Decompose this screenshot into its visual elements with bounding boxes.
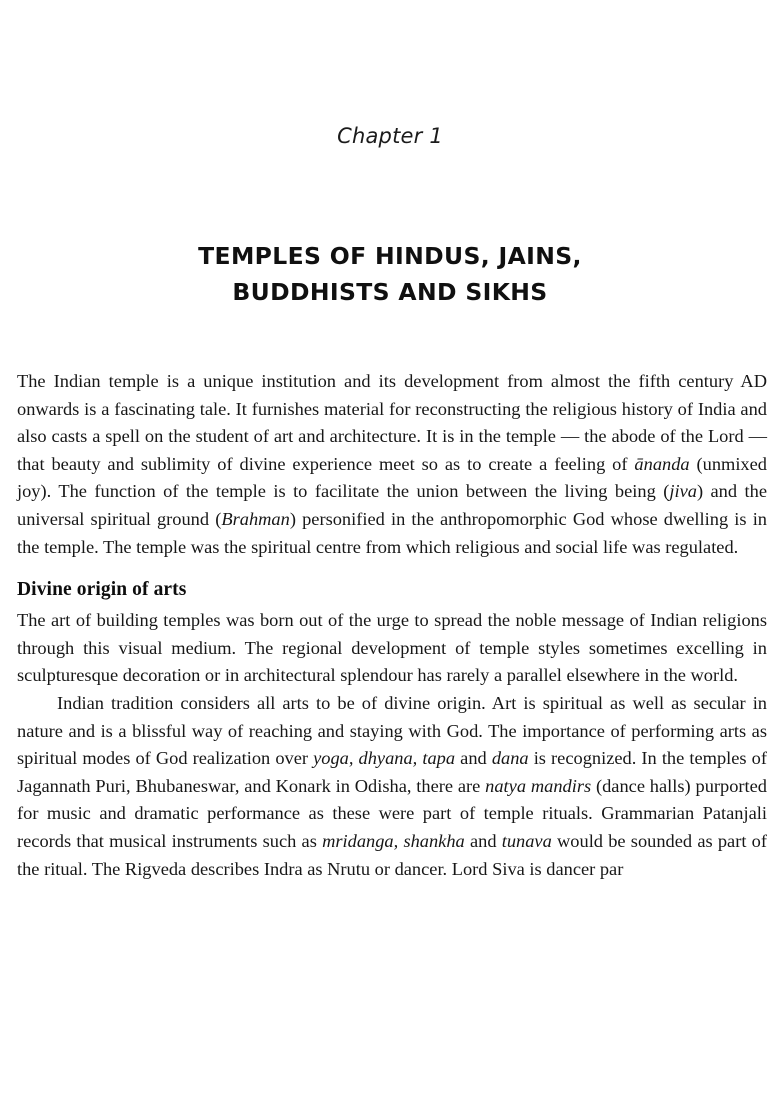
body-text-block xyxy=(17,368,767,883)
paragraph-divine-origin-2-text-5: and xyxy=(464,830,502,851)
term-natya-mandirs: natya mandirs xyxy=(485,775,592,796)
paragraph-divine-origin-1 xyxy=(17,607,767,690)
paragraph-divine-origin-2-text-1: Indian tradition considers all arts to be of divine origin. Art is spiritual as well as secular in nature and is a blissful way of reaching and staying with God. The importance of performing arts as spiritual modes of God realization over xyxy=(17,692,767,769)
terms-yoga-dhyana-tapa: yoga, dhyana, tapa xyxy=(313,748,456,769)
paragraph-divine-origin-2 xyxy=(17,690,767,883)
paragraph-divine-origin-1-text: The art of building temples was born out of the urge to spread the noble message of Indian religions through this visual medium. The regional development of temple styles sometimes excelling in sculpturesque decoration or in architectural splendour has rarely a parallel elsewhere in the world. xyxy=(17,610,767,686)
term-brahman: Brahman xyxy=(221,508,290,529)
term-dana: dana xyxy=(491,748,529,769)
terms-mridanga-shankha: mridanga, shankha xyxy=(322,830,465,851)
chapter-label: Chapter 1 xyxy=(337,124,443,148)
paragraph-divine-origin-2-text-3: is recognized. In the temples of Jagannath Puri, Bhubaneswar, and Konark in Odisha, there are xyxy=(17,748,767,796)
paragraph-intro-text-1: The Indian temple is a unique institution and its development from almost the fifth century AD onwards is a fascinating tale. It furnishes material for reconstructing the religious history of India and also casts a spell on the student of art and architecture. It is in the temple — the abode of the Lord — that beauty and sublimity of divine experience meet so as to create a feeling of xyxy=(17,371,767,474)
paragraph-intro-text-3: ) and the universal spiritual ground ( xyxy=(17,481,767,529)
chapter-title-line-2: BUDDHISTS AND SIKHS xyxy=(232,277,548,306)
paragraph-intro xyxy=(17,368,767,561)
paragraph-intro-text-4: ) personified in the anthropomorphic God whose dwelling is in the temple. The temple was the spiritual centre from which religious and social life was regulated. xyxy=(17,508,768,557)
paragraph-intro-text-2: (unmixed joy). The function of the temple is to facilitate the union between the living being ( xyxy=(17,453,767,502)
section-heading-divine-origin-of-arts: Divine origin of arts xyxy=(17,579,187,601)
page-title xyxy=(90,238,690,310)
paragraph-divine-origin-2-text-2: and xyxy=(455,748,492,769)
term-jiva: jiva xyxy=(669,481,697,502)
paragraph-divine-origin-2-text-4: (dance halls) purported for music and dramatic performance as these were part of temple rituals. Grammarian Patanjali records that musical instruments such as xyxy=(17,775,767,851)
term-ananda: ānanda xyxy=(634,453,690,474)
spacer-after-intro xyxy=(17,561,767,564)
term-tunava: tunava xyxy=(501,830,552,851)
paragraph-divine-origin-2-text-6: would be sounded as part of the ritual. The Rigveda describes Indra as Nrutu or dancer. Lord Siva is dancer par xyxy=(17,830,767,879)
chapter-title-line-1: TEMPLES OF HINDUS, JAINS, xyxy=(198,241,582,270)
